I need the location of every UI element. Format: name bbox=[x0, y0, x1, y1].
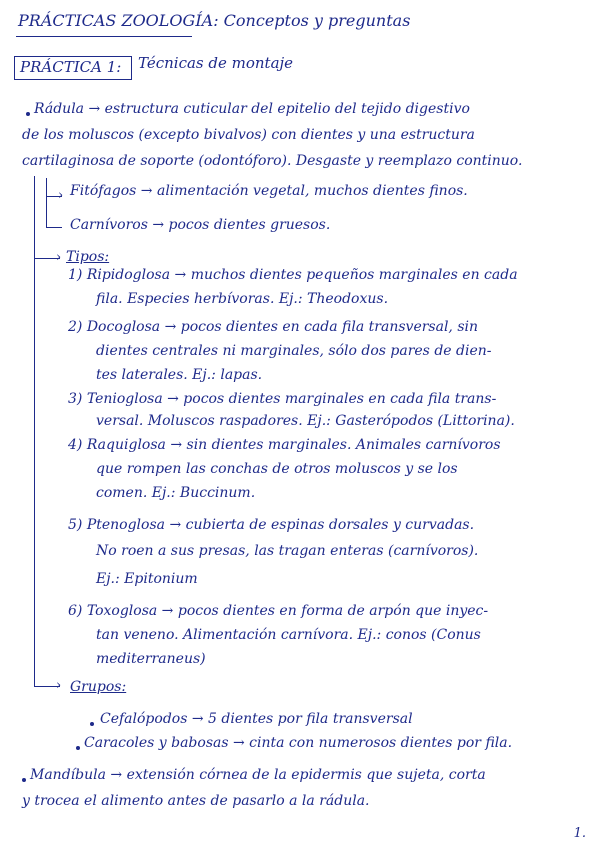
bullet-mandibula bbox=[22, 778, 26, 782]
tipo-5-line-2: No roen a sus presas, las tragan enteras (carnívoros). bbox=[96, 543, 479, 559]
radula-line-1: Rádula → estructura cuticular del epitelio del tejido digestivo bbox=[34, 101, 470, 117]
tipo-1-line-1: 1) Ripidoglosa → muchos dientes pequeños marginales en cada bbox=[68, 267, 518, 283]
arrow-fitofagos: › bbox=[58, 188, 64, 203]
page-number: 1. bbox=[573, 826, 586, 841]
bullet-caracoles bbox=[76, 746, 80, 750]
main-branch-line bbox=[34, 176, 35, 686]
tipo-2-line-2: dientes centrales ni marginales, sólo dos pares de dien- bbox=[96, 343, 492, 359]
grupos-caracoles: Caracoles y babosas → cinta con numerosos dientes por fila. bbox=[84, 735, 513, 751]
bullet-radula bbox=[26, 112, 30, 116]
grupos-cefalopodos: Cefalópodos → 5 dientes por fila transversal bbox=[100, 711, 413, 727]
tipo-5-line-3: Ej.: Epitonium bbox=[96, 571, 198, 587]
carnivoros-line: Carnívoros → pocos dientes gruesos. bbox=[70, 217, 331, 233]
mandibula-line-2: y trocea el alimento antes de pasarlo a la rádula. bbox=[22, 793, 370, 809]
grupos-heading: Grupos: bbox=[70, 679, 127, 695]
arrow-grupos: › bbox=[56, 678, 62, 693]
radula-line-2: de los moluscos (excepto bivalvos) con dientes y una estructura bbox=[22, 127, 475, 143]
tipo-2-line-1: 2) Docoglosa → pocos dientes en cada fila transversal, sin bbox=[68, 319, 479, 335]
tipo-1-line-2: fila. Especies herbívoras. Ej.: Theodoxus. bbox=[96, 291, 389, 307]
tipo-6-line-2: tan veneno. Alimentación carnívora. Ej.: conos (Conus bbox=[96, 627, 481, 643]
tipo-4-line-1: 4) Raquiglosa → sin dientes marginales. Animales carnívoros bbox=[68, 437, 501, 453]
tipo-4-line-2: que rompen las conchas de otros moluscos y se los bbox=[96, 461, 458, 477]
mandibula-line-1: Mandíbula → extensión córnea de la epidermis que sujeta, corta bbox=[30, 767, 486, 783]
tipo-6-line-1: 6) Toxoglosa → pocos dientes en forma de arpón que inyec- bbox=[68, 603, 489, 619]
practica-title: Técnicas de montaje bbox=[138, 54, 294, 72]
tipos-heading: Tipos: bbox=[66, 249, 110, 265]
tipo-5-line-1: 5) Ptenoglosa → cubierta de espinas dorsales y curvadas. bbox=[68, 517, 475, 533]
arrow-tipos: › bbox=[56, 250, 62, 265]
tipo-6-line-3: mediterraneus) bbox=[96, 651, 206, 667]
branch-tick-carnivoros bbox=[46, 227, 62, 228]
radula-line-3: cartilaginosa de soporte (odontóforo). Desgaste y reemplazo continuo. bbox=[22, 153, 523, 169]
practica-label: PRÁCTICA 1: bbox=[20, 58, 122, 76]
tipo-4-line-3: comen. Ej.: Buccinum. bbox=[96, 485, 256, 501]
tipo-2-line-3: tes laterales. Ej.: lapas. bbox=[96, 367, 263, 383]
tipo-3-line-1: 3) Tenioglosa → pocos dientes marginales en cada fila trans- bbox=[68, 391, 497, 407]
fitofagos-line: Fitófagos → alimentación vegetal, muchos dientes finos. bbox=[70, 183, 468, 199]
page-title: PRÁCTICAS ZOOLOGÍA: Conceptos y preguntas bbox=[18, 11, 411, 30]
title-underline bbox=[16, 36, 192, 37]
branch-line-diet bbox=[46, 178, 47, 228]
bullet-cefalopodos bbox=[90, 722, 94, 726]
tipo-3-line-2: versal. Moluscos raspadores. Ej.: Gasterópodos (Littorina). bbox=[96, 413, 515, 429]
